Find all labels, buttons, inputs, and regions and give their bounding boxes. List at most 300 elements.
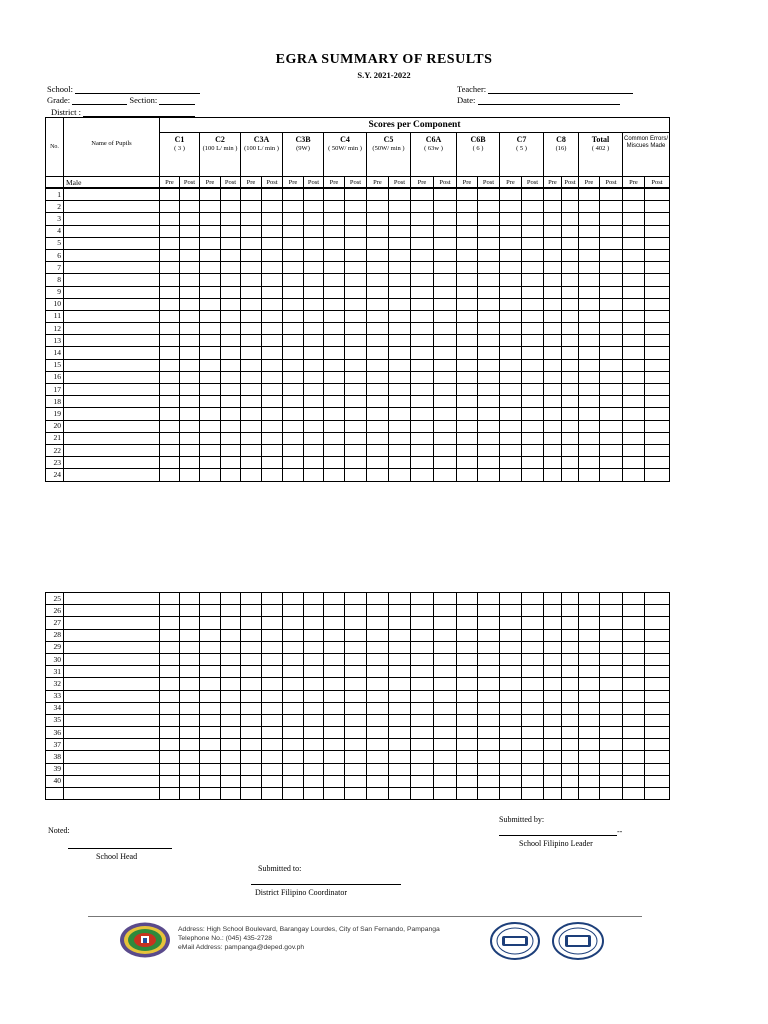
score-cell[interactable] — [562, 690, 579, 702]
score-cell[interactable] — [345, 189, 367, 201]
score-cell[interactable] — [600, 678, 623, 690]
score-cell[interactable] — [522, 201, 544, 213]
score-cell[interactable] — [500, 469, 522, 481]
score-cell[interactable] — [562, 727, 579, 739]
score-cell[interactable] — [180, 690, 200, 702]
score-cell[interactable] — [160, 593, 180, 605]
pupil-name-cell[interactable] — [64, 249, 160, 261]
score-cell[interactable] — [434, 763, 457, 775]
score-cell[interactable] — [304, 225, 324, 237]
score-cell[interactable] — [434, 189, 457, 201]
score-cell[interactable] — [623, 432, 645, 444]
pupil-name-cell[interactable] — [64, 751, 160, 763]
score-cell[interactable] — [411, 739, 434, 751]
pupil-name-cell[interactable] — [64, 457, 160, 469]
score-cell[interactable] — [434, 335, 457, 347]
score-cell[interactable] — [389, 237, 411, 249]
score-cell[interactable] — [200, 727, 221, 739]
score-cell[interactable] — [283, 690, 304, 702]
score-cell[interactable] — [304, 286, 324, 298]
score-cell[interactable] — [345, 347, 367, 359]
score-cell[interactable] — [324, 653, 345, 665]
score-cell[interactable] — [304, 323, 324, 335]
score-cell[interactable] — [283, 666, 304, 678]
score-cell[interactable] — [262, 457, 283, 469]
score-cell[interactable] — [562, 457, 579, 469]
score-cell[interactable] — [262, 751, 283, 763]
score-cell[interactable] — [262, 298, 283, 310]
score-cell[interactable] — [600, 788, 623, 800]
score-cell[interactable] — [180, 347, 200, 359]
score-cell[interactable] — [304, 739, 324, 751]
score-cell[interactable] — [434, 666, 457, 678]
score-cell[interactable] — [623, 593, 645, 605]
score-cell[interactable] — [562, 201, 579, 213]
score-cell[interactable] — [221, 359, 241, 371]
score-cell[interactable] — [389, 629, 411, 641]
score-cell[interactable] — [241, 788, 262, 800]
score-cell[interactable] — [200, 666, 221, 678]
score-cell[interactable] — [579, 469, 600, 481]
score-cell[interactable] — [411, 189, 434, 201]
score-cell[interactable] — [283, 359, 304, 371]
score-cell[interactable] — [367, 751, 389, 763]
score-cell[interactable] — [241, 249, 262, 261]
score-cell[interactable] — [367, 775, 389, 787]
score-cell[interactable] — [544, 359, 562, 371]
score-cell[interactable] — [200, 371, 221, 383]
score-cell[interactable] — [283, 262, 304, 274]
score-cell[interactable] — [367, 763, 389, 775]
pupil-name-cell[interactable] — [64, 359, 160, 371]
score-cell[interactable] — [389, 739, 411, 751]
score-cell[interactable] — [579, 225, 600, 237]
score-cell[interactable] — [389, 420, 411, 432]
score-cell[interactable] — [434, 310, 457, 322]
score-cell[interactable] — [345, 213, 367, 225]
score-cell[interactable] — [200, 690, 221, 702]
score-cell[interactable] — [457, 702, 478, 714]
score-cell[interactable] — [262, 690, 283, 702]
score-cell[interactable] — [283, 714, 304, 726]
score-cell[interactable] — [389, 751, 411, 763]
score-cell[interactable] — [324, 274, 345, 286]
score-cell[interactable] — [600, 371, 623, 383]
score-cell[interactable] — [200, 593, 221, 605]
score-cell[interactable] — [411, 286, 434, 298]
score-cell[interactable] — [478, 420, 500, 432]
pupil-name-cell[interactable] — [64, 371, 160, 383]
score-cell[interactable] — [389, 678, 411, 690]
score-cell[interactable] — [304, 678, 324, 690]
score-cell[interactable] — [562, 775, 579, 787]
score-cell[interactable] — [562, 605, 579, 617]
score-cell[interactable] — [522, 702, 544, 714]
score-cell[interactable] — [262, 432, 283, 444]
score-cell[interactable] — [478, 593, 500, 605]
score-cell[interactable] — [221, 335, 241, 347]
score-cell[interactable] — [304, 201, 324, 213]
score-cell[interactable] — [478, 201, 500, 213]
score-cell[interactable] — [324, 469, 345, 481]
score-cell[interactable] — [389, 408, 411, 420]
score-cell[interactable] — [221, 189, 241, 201]
score-cell[interactable] — [600, 213, 623, 225]
score-cell[interactable] — [434, 213, 457, 225]
score-cell[interactable] — [457, 371, 478, 383]
pupil-name-cell[interactable] — [64, 396, 160, 408]
score-cell[interactable] — [562, 262, 579, 274]
score-cell[interactable] — [434, 420, 457, 432]
score-cell[interactable] — [522, 420, 544, 432]
score-cell[interactable] — [324, 225, 345, 237]
score-cell[interactable] — [304, 702, 324, 714]
score-cell[interactable] — [522, 274, 544, 286]
score-cell[interactable] — [478, 298, 500, 310]
score-cell[interactable] — [457, 310, 478, 322]
score-cell[interactable] — [645, 727, 670, 739]
score-cell[interactable] — [283, 201, 304, 213]
score-cell[interactable] — [283, 775, 304, 787]
score-cell[interactable] — [345, 641, 367, 653]
score-cell[interactable] — [434, 298, 457, 310]
score-cell[interactable] — [180, 359, 200, 371]
score-cell[interactable] — [180, 593, 200, 605]
score-cell[interactable] — [579, 298, 600, 310]
score-cell[interactable] — [262, 605, 283, 617]
score-cell[interactable] — [544, 225, 562, 237]
score-cell[interactable] — [160, 262, 180, 274]
score-cell[interactable] — [600, 396, 623, 408]
score-cell[interactable] — [579, 408, 600, 420]
score-cell[interactable] — [324, 298, 345, 310]
score-cell[interactable] — [200, 237, 221, 249]
score-cell[interactable] — [478, 617, 500, 629]
score-cell[interactable] — [579, 666, 600, 678]
score-cell[interactable] — [600, 666, 623, 678]
score-cell[interactable] — [221, 714, 241, 726]
score-cell[interactable] — [623, 237, 645, 249]
score-cell[interactable] — [562, 274, 579, 286]
score-cell[interactable] — [500, 201, 522, 213]
score-cell[interactable] — [367, 444, 389, 456]
score-cell[interactable] — [478, 629, 500, 641]
score-cell[interactable] — [324, 714, 345, 726]
pupil-name-cell[interactable] — [64, 775, 160, 787]
score-cell[interactable] — [411, 213, 434, 225]
score-cell[interactable] — [562, 432, 579, 444]
score-cell[interactable] — [345, 359, 367, 371]
score-cell[interactable] — [600, 262, 623, 274]
score-cell[interactable] — [367, 371, 389, 383]
score-cell[interactable] — [434, 751, 457, 763]
score-cell[interactable] — [411, 714, 434, 726]
score-cell[interactable] — [262, 274, 283, 286]
score-cell[interactable] — [544, 262, 562, 274]
pupil-name-cell[interactable] — [64, 690, 160, 702]
score-cell[interactable] — [579, 347, 600, 359]
score-cell[interactable] — [645, 593, 670, 605]
score-cell[interactable] — [160, 298, 180, 310]
score-cell[interactable] — [434, 201, 457, 213]
score-cell[interactable] — [500, 225, 522, 237]
score-cell[interactable] — [221, 323, 241, 335]
score-cell[interactable] — [544, 310, 562, 322]
score-cell[interactable] — [262, 371, 283, 383]
score-cell[interactable] — [283, 213, 304, 225]
score-cell[interactable] — [562, 702, 579, 714]
score-cell[interactable] — [221, 201, 241, 213]
score-cell[interactable] — [600, 775, 623, 787]
score-cell[interactable] — [324, 432, 345, 444]
score-cell[interactable] — [457, 396, 478, 408]
score-cell[interactable] — [389, 249, 411, 261]
score-cell[interactable] — [645, 788, 670, 800]
score-cell[interactable] — [160, 702, 180, 714]
score-cell[interactable] — [579, 788, 600, 800]
score-cell[interactable] — [457, 739, 478, 751]
score-cell[interactable] — [411, 666, 434, 678]
score-cell[interactable] — [241, 298, 262, 310]
score-cell[interactable] — [221, 420, 241, 432]
score-cell[interactable] — [434, 371, 457, 383]
score-cell[interactable] — [180, 702, 200, 714]
score-cell[interactable] — [283, 347, 304, 359]
score-cell[interactable] — [500, 323, 522, 335]
score-cell[interactable] — [457, 274, 478, 286]
score-cell[interactable] — [180, 371, 200, 383]
score-cell[interactable] — [345, 702, 367, 714]
score-cell[interactable] — [600, 408, 623, 420]
score-cell[interactable] — [241, 666, 262, 678]
score-cell[interactable] — [160, 274, 180, 286]
score-cell[interactable] — [478, 457, 500, 469]
score-cell[interactable] — [221, 274, 241, 286]
score-cell[interactable] — [367, 323, 389, 335]
score-cell[interactable] — [160, 775, 180, 787]
score-cell[interactable] — [434, 237, 457, 249]
score-cell[interactable] — [160, 469, 180, 481]
score-cell[interactable] — [160, 605, 180, 617]
score-cell[interactable] — [389, 286, 411, 298]
score-cell[interactable] — [283, 751, 304, 763]
score-cell[interactable] — [180, 225, 200, 237]
score-cell[interactable] — [283, 593, 304, 605]
score-cell[interactable] — [411, 641, 434, 653]
score-cell[interactable] — [241, 629, 262, 641]
score-cell[interactable] — [200, 775, 221, 787]
score-cell[interactable] — [324, 335, 345, 347]
score-cell[interactable] — [579, 702, 600, 714]
score-cell[interactable] — [411, 347, 434, 359]
score-cell[interactable] — [623, 225, 645, 237]
score-cell[interactable] — [200, 763, 221, 775]
score-cell[interactable] — [283, 739, 304, 751]
score-cell[interactable] — [180, 262, 200, 274]
score-cell[interactable] — [389, 384, 411, 396]
score-cell[interactable] — [411, 617, 434, 629]
score-cell[interactable] — [457, 629, 478, 641]
score-cell[interactable] — [221, 593, 241, 605]
score-cell[interactable] — [544, 274, 562, 286]
score-cell[interactable] — [645, 225, 670, 237]
score-cell[interactable] — [180, 286, 200, 298]
score-cell[interactable] — [345, 286, 367, 298]
score-cell[interactable] — [457, 201, 478, 213]
score-cell[interactable] — [434, 641, 457, 653]
score-cell[interactable] — [645, 323, 670, 335]
score-cell[interactable] — [544, 396, 562, 408]
score-cell[interactable] — [457, 359, 478, 371]
score-cell[interactable] — [389, 347, 411, 359]
score-cell[interactable] — [389, 432, 411, 444]
score-cell[interactable] — [457, 690, 478, 702]
score-cell[interactable] — [623, 274, 645, 286]
score-cell[interactable] — [434, 432, 457, 444]
score-cell[interactable] — [367, 702, 389, 714]
score-cell[interactable] — [478, 605, 500, 617]
score-cell[interactable] — [304, 335, 324, 347]
score-cell[interactable] — [579, 641, 600, 653]
score-cell[interactable] — [434, 444, 457, 456]
score-cell[interactable] — [645, 335, 670, 347]
score-cell[interactable] — [324, 249, 345, 261]
score-cell[interactable] — [367, 617, 389, 629]
score-cell[interactable] — [623, 653, 645, 665]
score-cell[interactable] — [324, 605, 345, 617]
score-cell[interactable] — [457, 384, 478, 396]
score-cell[interactable] — [367, 629, 389, 641]
score-cell[interactable] — [345, 444, 367, 456]
score-cell[interactable] — [389, 213, 411, 225]
score-cell[interactable] — [389, 775, 411, 787]
score-cell[interactable] — [544, 213, 562, 225]
score-cell[interactable] — [623, 286, 645, 298]
score-cell[interactable] — [478, 359, 500, 371]
score-cell[interactable] — [180, 408, 200, 420]
score-cell[interactable] — [645, 444, 670, 456]
score-cell[interactable] — [579, 751, 600, 763]
score-cell[interactable] — [500, 641, 522, 653]
pupil-name-cell[interactable] — [64, 225, 160, 237]
pupil-name-cell[interactable] — [64, 714, 160, 726]
score-cell[interactable] — [522, 298, 544, 310]
score-cell[interactable] — [160, 225, 180, 237]
score-cell[interactable] — [544, 249, 562, 261]
score-cell[interactable] — [411, 653, 434, 665]
score-cell[interactable] — [367, 420, 389, 432]
score-cell[interactable] — [544, 788, 562, 800]
score-cell[interactable] — [389, 359, 411, 371]
score-cell[interactable] — [623, 751, 645, 763]
score-cell[interactable] — [579, 189, 600, 201]
score-cell[interactable] — [411, 225, 434, 237]
score-cell[interactable] — [623, 323, 645, 335]
score-cell[interactable] — [544, 286, 562, 298]
score-cell[interactable] — [262, 384, 283, 396]
score-cell[interactable] — [304, 775, 324, 787]
score-cell[interactable] — [562, 788, 579, 800]
score-cell[interactable] — [457, 775, 478, 787]
score-cell[interactable] — [457, 763, 478, 775]
score-cell[interactable] — [180, 201, 200, 213]
score-cell[interactable] — [283, 653, 304, 665]
score-cell[interactable] — [645, 605, 670, 617]
score-cell[interactable] — [324, 690, 345, 702]
score-cell[interactable] — [324, 678, 345, 690]
score-cell[interactable] — [645, 775, 670, 787]
score-cell[interactable] — [434, 396, 457, 408]
score-cell[interactable] — [241, 469, 262, 481]
score-cell[interactable] — [600, 457, 623, 469]
score-cell[interactable] — [544, 690, 562, 702]
score-cell[interactable] — [345, 237, 367, 249]
score-cell[interactable] — [160, 678, 180, 690]
score-cell[interactable] — [304, 371, 324, 383]
score-cell[interactable] — [600, 444, 623, 456]
score-cell[interactable] — [221, 666, 241, 678]
score-cell[interactable] — [221, 751, 241, 763]
score-cell[interactable] — [180, 775, 200, 787]
score-cell[interactable] — [241, 751, 262, 763]
score-cell[interactable] — [283, 788, 304, 800]
score-cell[interactable] — [544, 702, 562, 714]
score-cell[interactable] — [478, 763, 500, 775]
score-cell[interactable] — [579, 201, 600, 213]
score-cell[interactable] — [544, 641, 562, 653]
score-cell[interactable] — [600, 225, 623, 237]
score-cell[interactable] — [579, 727, 600, 739]
score-cell[interactable] — [200, 298, 221, 310]
score-cell[interactable] — [200, 788, 221, 800]
score-cell[interactable] — [411, 432, 434, 444]
score-cell[interactable] — [600, 274, 623, 286]
score-cell[interactable] — [345, 469, 367, 481]
score-cell[interactable] — [434, 739, 457, 751]
score-cell[interactable] — [180, 444, 200, 456]
score-cell[interactable] — [600, 335, 623, 347]
score-cell[interactable] — [623, 396, 645, 408]
score-cell[interactable] — [324, 727, 345, 739]
score-cell[interactable] — [562, 469, 579, 481]
score-cell[interactable] — [645, 384, 670, 396]
score-cell[interactable] — [324, 788, 345, 800]
score-cell[interactable] — [262, 310, 283, 322]
score-cell[interactable] — [562, 371, 579, 383]
score-cell[interactable] — [522, 371, 544, 383]
pupil-name-cell[interactable] — [64, 432, 160, 444]
score-cell[interactable] — [411, 371, 434, 383]
score-cell[interactable] — [367, 690, 389, 702]
score-cell[interactable] — [645, 690, 670, 702]
score-cell[interactable] — [367, 788, 389, 800]
score-cell[interactable] — [283, 323, 304, 335]
score-cell[interactable] — [262, 714, 283, 726]
score-cell[interactable] — [180, 605, 200, 617]
score-cell[interactable] — [522, 751, 544, 763]
score-cell[interactable] — [389, 763, 411, 775]
score-cell[interactable] — [645, 347, 670, 359]
score-cell[interactable] — [544, 189, 562, 201]
score-cell[interactable] — [180, 249, 200, 261]
score-cell[interactable] — [283, 457, 304, 469]
score-cell[interactable] — [345, 678, 367, 690]
score-cell[interactable] — [434, 775, 457, 787]
score-cell[interactable] — [522, 347, 544, 359]
score-cell[interactable] — [180, 653, 200, 665]
score-cell[interactable] — [522, 323, 544, 335]
score-cell[interactable] — [544, 323, 562, 335]
